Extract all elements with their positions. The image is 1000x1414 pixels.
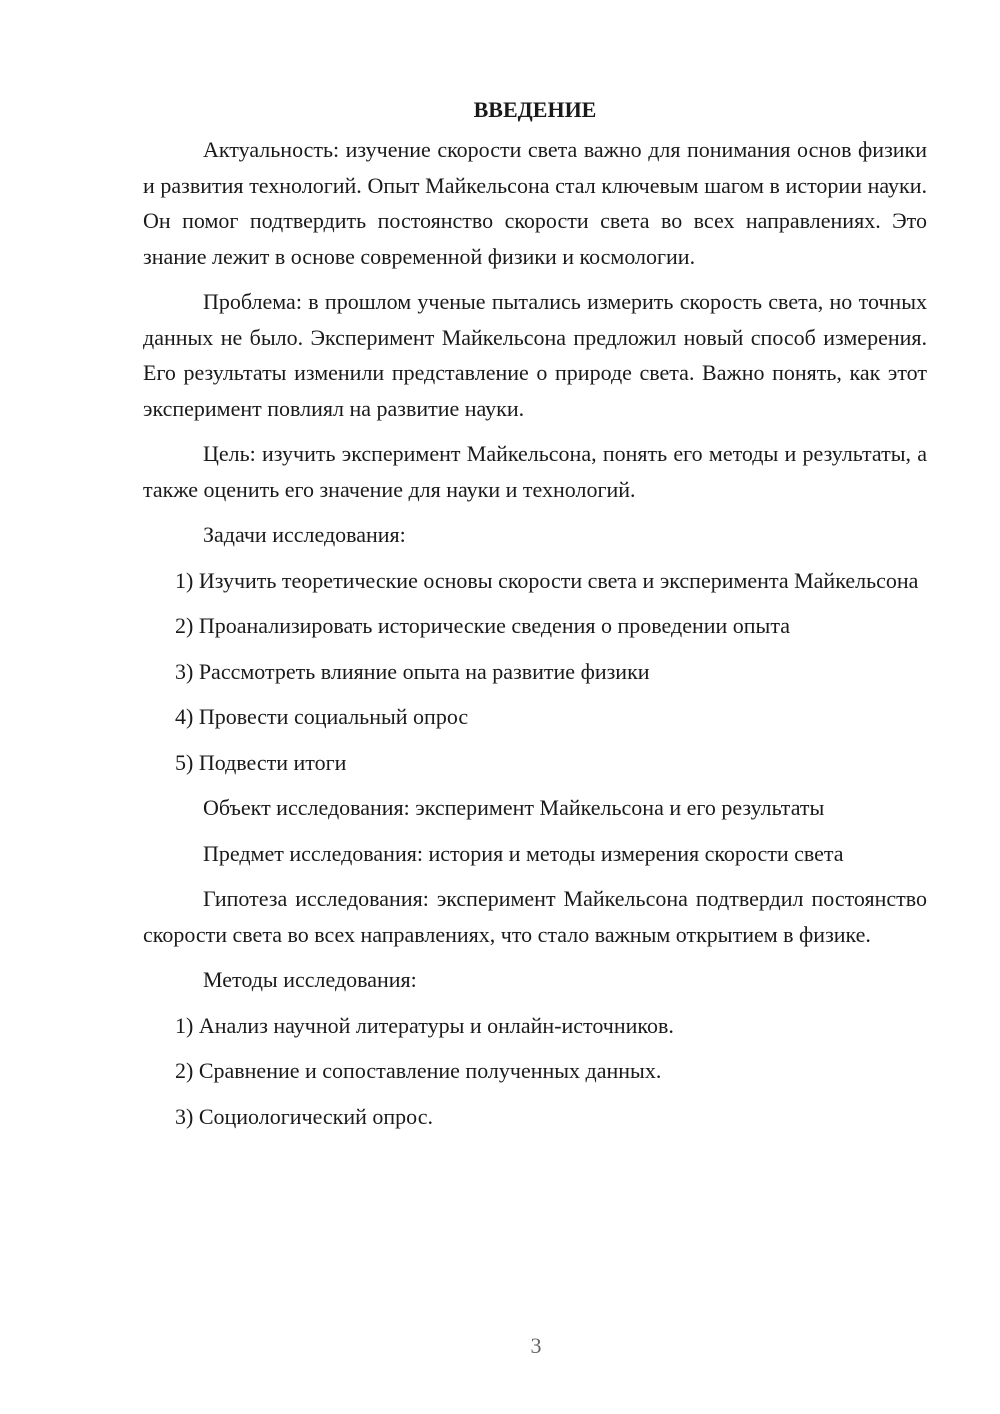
tasks-heading: Задачи исследования: [203, 522, 406, 547]
task-item-4: 4) Провести социальный опрос [175, 704, 469, 729]
method-item-2: 2) Сравнение и сопоставление полученных данных. [175, 1058, 662, 1083]
paragraph-relevance: Актуальность: изучение скорости света важно для понимания основ физики и развития технологий. Опыт Майкельсона стал ключевым шагом в истории науки. Он помог подтвердить постоянство скорости света во всех направлениях. Это знание лежит в основе современной физики и космологии. [143, 137, 927, 269]
task-item-3: 3) Рассмотреть влияние опыта на развитие физики [175, 658, 650, 684]
paragraph-object: Объект исследования: эксперимент Майкельсона и его результаты [203, 795, 825, 820]
method-item-1: 1) Анализ научной литературы и онлайн-источников. [175, 1012, 674, 1038]
task-item-1: 1) Изучить теоретические основы скорости света и эксперимента Майкельсона [175, 567, 919, 593]
paragraph-subject: Предмет исследования: история и методы измерения скорости света [203, 840, 844, 866]
paragraph-problem: Проблема: в прошлом ученые пытались измерить скорость света, но точных данных не было. Эксперимент Майкельсона предложил новый способ измерения. Его результаты изменили представление о природе света. Важно понять, как этот эксперимент повлиял на развитие науки. [143, 289, 927, 421]
task-item-2: 2) Проанализировать исторические сведения о проведении опыта [175, 613, 790, 638]
paragraph-hypothesis: Гипотеза исследования: эксперимент Майкельсона подтвердил постоянство скорости света во всех направлениях, что стало важным открытием в физике. [143, 886, 927, 947]
document-page [143, 92, 927, 1144]
task-item-5: 5) Подвести итоги [175, 749, 347, 775]
section-title: ВВЕДЕНИЕ [473, 97, 597, 122]
method-item-3: 3) Социологический опрос. [175, 1103, 433, 1129]
methods-heading: Методы исследования: [203, 967, 417, 992]
paragraph-goal: Цель: изучить эксперимент Майкельсона, понять его методы и результаты, а также оценить его значение для науки и технологий. [143, 441, 927, 502]
page-number: 3 [530, 1333, 542, 1358]
